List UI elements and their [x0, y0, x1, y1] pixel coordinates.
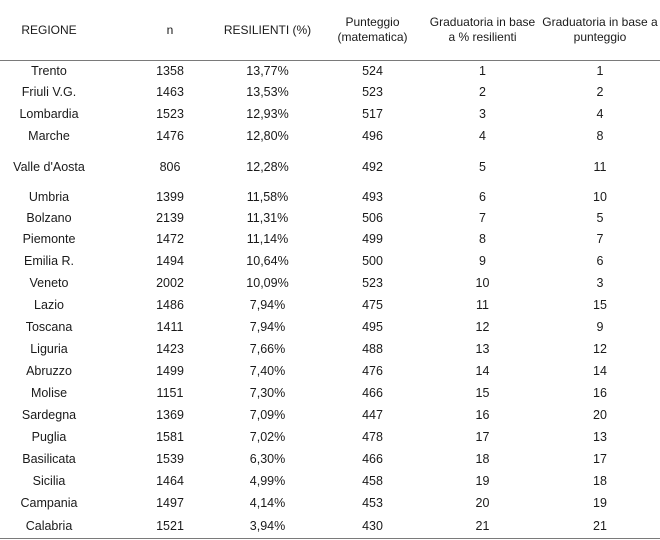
cell-resilienti: 7,66% — [249, 342, 286, 356]
cell-resilienti: 7,09% — [249, 408, 286, 422]
table-row — [0, 81, 660, 103]
header-n: n — [166, 22, 174, 37]
cell-punteggio: 430 — [362, 519, 383, 533]
table-row — [0, 338, 660, 360]
cell-rank-resilienti: 5 — [479, 159, 486, 174]
cell-n: 1497 — [156, 496, 184, 510]
cell-resilienti: 11,31% — [246, 210, 289, 225]
cell-punteggio: 499 — [362, 232, 383, 246]
table-row — [0, 103, 660, 125]
cell-resilienti: 12,80% — [246, 129, 289, 143]
cell-punteggio: 488 — [362, 342, 383, 356]
cell-punteggio: 475 — [362, 298, 383, 312]
cell-n: 1521 — [156, 519, 184, 533]
cell-rank-resilienti: 15 — [475, 386, 490, 400]
cell-n: 1151 — [156, 386, 184, 400]
cell-punteggio: 492 — [362, 159, 383, 174]
cell-regione: Puglia — [31, 430, 67, 444]
cell-regione: Friuli V.G. — [21, 85, 77, 99]
cell-resilienti: 11,58% — [246, 189, 289, 204]
cell-rank-punteggio: 11 — [593, 159, 607, 174]
cell-rank-resilienti: 3 — [479, 107, 486, 121]
cell-punteggio: 523 — [362, 276, 383, 290]
cell-resilienti: 11,14% — [246, 232, 289, 246]
cell-punteggio: 447 — [362, 408, 383, 422]
table-row — [0, 426, 660, 448]
cell-rank-resilienti: 1 — [479, 63, 486, 78]
cell-regione: Emilia R. — [23, 254, 74, 268]
cell-regione: Marche — [28, 129, 70, 143]
cell-rank-resilienti: 19 — [475, 474, 490, 488]
cell-n: 1486 — [156, 298, 184, 312]
cell-punteggio: 453 — [362, 496, 383, 510]
cell-regione: Sicilia — [32, 474, 66, 488]
cell-resilienti: 10,64% — [246, 254, 289, 268]
table-row — [0, 316, 660, 338]
cell-resilienti: 13,77% — [246, 63, 289, 78]
cell-rank-resilienti: 6 — [479, 189, 486, 204]
cell-rank-punteggio: 16 — [593, 386, 607, 400]
cell-punteggio: 517 — [362, 107, 383, 121]
cell-regione: Veneto — [29, 276, 69, 290]
table-row — [0, 228, 660, 250]
cell-rank-resilienti: 13 — [475, 342, 490, 356]
cell-resilienti: 7,94% — [249, 298, 286, 312]
cell-rank-resilienti: 17 — [475, 430, 490, 444]
cell-rank-resilienti: 10 — [475, 276, 490, 290]
table-row — [0, 360, 660, 382]
cell-n: 1494 — [156, 254, 184, 268]
cell-rank-punteggio: 10 — [593, 189, 607, 204]
cell-regione: Campania — [20, 496, 78, 510]
cell-resilienti: 12,93% — [246, 107, 289, 121]
cell-resilienti: 10,09% — [246, 276, 289, 290]
table-row — [0, 147, 660, 186]
table-row — [0, 492, 660, 514]
cell-rank-resilienti: 14 — [475, 364, 490, 378]
cell-n: 1476 — [156, 129, 184, 143]
table-row — [0, 125, 660, 147]
cell-rank-punteggio: 1 — [596, 63, 604, 78]
cell-punteggio: 506 — [362, 210, 383, 225]
table-row — [0, 294, 660, 316]
cell-regione: Piemonte — [22, 232, 76, 246]
cell-rank-resilienti: 7 — [479, 210, 486, 225]
cell-n: 1358 — [156, 63, 184, 78]
cell-regione: Bolzano — [26, 210, 72, 225]
cell-rank-punteggio: 19 — [593, 496, 607, 510]
cell-rank-punteggio: 18 — [593, 474, 607, 488]
cell-n: 2002 — [156, 276, 184, 290]
header-punteggio: Punteggio (matematica) — [337, 15, 408, 44]
cell-n: 1539 — [156, 452, 184, 466]
cell-regione: Abruzzo — [26, 364, 72, 378]
table-row — [0, 470, 660, 492]
cell-rank-punteggio: 4 — [596, 107, 604, 121]
cell-rank-resilienti: 9 — [479, 254, 486, 268]
cell-rank-punteggio: 20 — [593, 408, 607, 422]
table-row — [0, 186, 660, 207]
cell-rank-resilienti: 11 — [476, 298, 489, 312]
cell-regione: Sardegna — [21, 408, 77, 422]
cell-punteggio: 523 — [362, 85, 383, 99]
cell-n: 1464 — [156, 474, 184, 488]
cell-rank-resilienti: 18 — [475, 452, 490, 466]
cell-n: 1411 — [156, 320, 184, 334]
cell-rank-punteggio: 12 — [593, 342, 607, 356]
cell-rank-resilienti: 20 — [475, 496, 490, 510]
cell-n: 2139 — [156, 210, 184, 225]
cell-resilienti: 7,40% — [249, 364, 286, 378]
table-header — [0, 0, 660, 60]
cell-rank-resilienti: 2 — [479, 85, 486, 99]
cell-rank-punteggio: 7 — [596, 232, 604, 246]
table-row — [0, 60, 660, 81]
header-regione: REGIONE — [21, 22, 77, 37]
cell-regione: Liguria — [30, 342, 68, 356]
cell-n: 1399 — [156, 189, 184, 204]
cell-rank-resilienti: 12 — [475, 320, 490, 334]
cell-regione: Lazio — [34, 298, 64, 312]
cell-n: 1581 — [156, 430, 184, 444]
cell-rank-punteggio: 6 — [596, 254, 604, 268]
cell-rank-resilienti: 21 — [475, 519, 490, 533]
cell-punteggio: 466 — [362, 452, 383, 466]
cell-resilienti: 3,94% — [249, 519, 286, 533]
cell-n: 1463 — [156, 85, 184, 99]
cell-resilienti: 12,28% — [246, 159, 289, 174]
cell-punteggio: 496 — [362, 129, 383, 143]
cell-n: 1369 — [156, 408, 184, 422]
header-rank-resilienti: Graduatoria in base a % resilienti — [429, 15, 536, 44]
cell-regione: Basilicata — [22, 452, 76, 466]
table-row — [0, 207, 660, 228]
cell-punteggio: 478 — [362, 430, 383, 444]
header-resilienti: RESILIENTI (%) — [223, 22, 312, 37]
cell-rank-punteggio: 15 — [593, 298, 607, 312]
cell-regione: Umbria — [28, 189, 70, 204]
cell-resilienti: 4,99% — [249, 474, 286, 488]
cell-rank-resilienti: 8 — [479, 232, 486, 246]
cell-regione: Valle d'Aosta — [13, 159, 85, 174]
cell-resilienti: 7,94% — [249, 320, 286, 334]
cell-rank-punteggio: 3 — [596, 276, 604, 290]
cell-regione: Trento — [31, 63, 67, 78]
cell-resilienti: 7,30% — [249, 386, 286, 400]
cell-rank-punteggio: 8 — [596, 129, 604, 143]
cell-punteggio: 476 — [362, 364, 383, 378]
cell-resilienti: 7,02% — [249, 430, 286, 444]
cell-rank-punteggio: 2 — [596, 85, 604, 99]
table-row — [0, 404, 660, 426]
table-row — [0, 250, 660, 272]
cell-rank-resilienti: 16 — [475, 408, 490, 422]
cell-rank-punteggio: 14 — [593, 364, 607, 378]
cell-regione: Calabria — [25, 519, 73, 533]
cell-resilienti: 13,53% — [246, 85, 289, 99]
cell-punteggio: 458 — [362, 474, 383, 488]
cell-rank-punteggio: 21 — [593, 519, 607, 533]
cell-n: 806 — [159, 159, 181, 174]
table-bottom-rule — [0, 538, 660, 539]
cell-rank-punteggio: 17 — [593, 452, 607, 466]
table-row — [0, 272, 660, 294]
table-row — [0, 382, 660, 404]
cell-n: 1423 — [156, 342, 184, 356]
cell-rank-punteggio: 9 — [596, 320, 604, 334]
cell-punteggio: 495 — [362, 320, 383, 334]
table-row — [0, 448, 660, 470]
cell-n: 1499 — [156, 364, 184, 378]
cell-punteggio: 493 — [362, 189, 383, 204]
cell-resilienti: 4,14% — [249, 496, 286, 510]
cell-regione: Toscana — [25, 320, 73, 334]
header-rank-punteggio: Graduatoria in base a punteggio — [542, 15, 658, 44]
cell-resilienti: 6,30% — [249, 452, 286, 466]
cell-regione: Molise — [30, 386, 68, 400]
cell-punteggio: 500 — [362, 254, 383, 268]
table-row — [0, 514, 660, 538]
cell-regione: Lombardia — [19, 107, 79, 121]
cell-rank-punteggio: 13 — [593, 430, 607, 444]
cell-rank-resilienti: 4 — [479, 129, 486, 143]
cell-punteggio: 524 — [362, 63, 383, 78]
cell-n: 1472 — [156, 232, 184, 246]
cell-n: 1523 — [156, 107, 184, 121]
cell-rank-punteggio: 5 — [596, 210, 604, 225]
cell-punteggio: 466 — [362, 386, 383, 400]
